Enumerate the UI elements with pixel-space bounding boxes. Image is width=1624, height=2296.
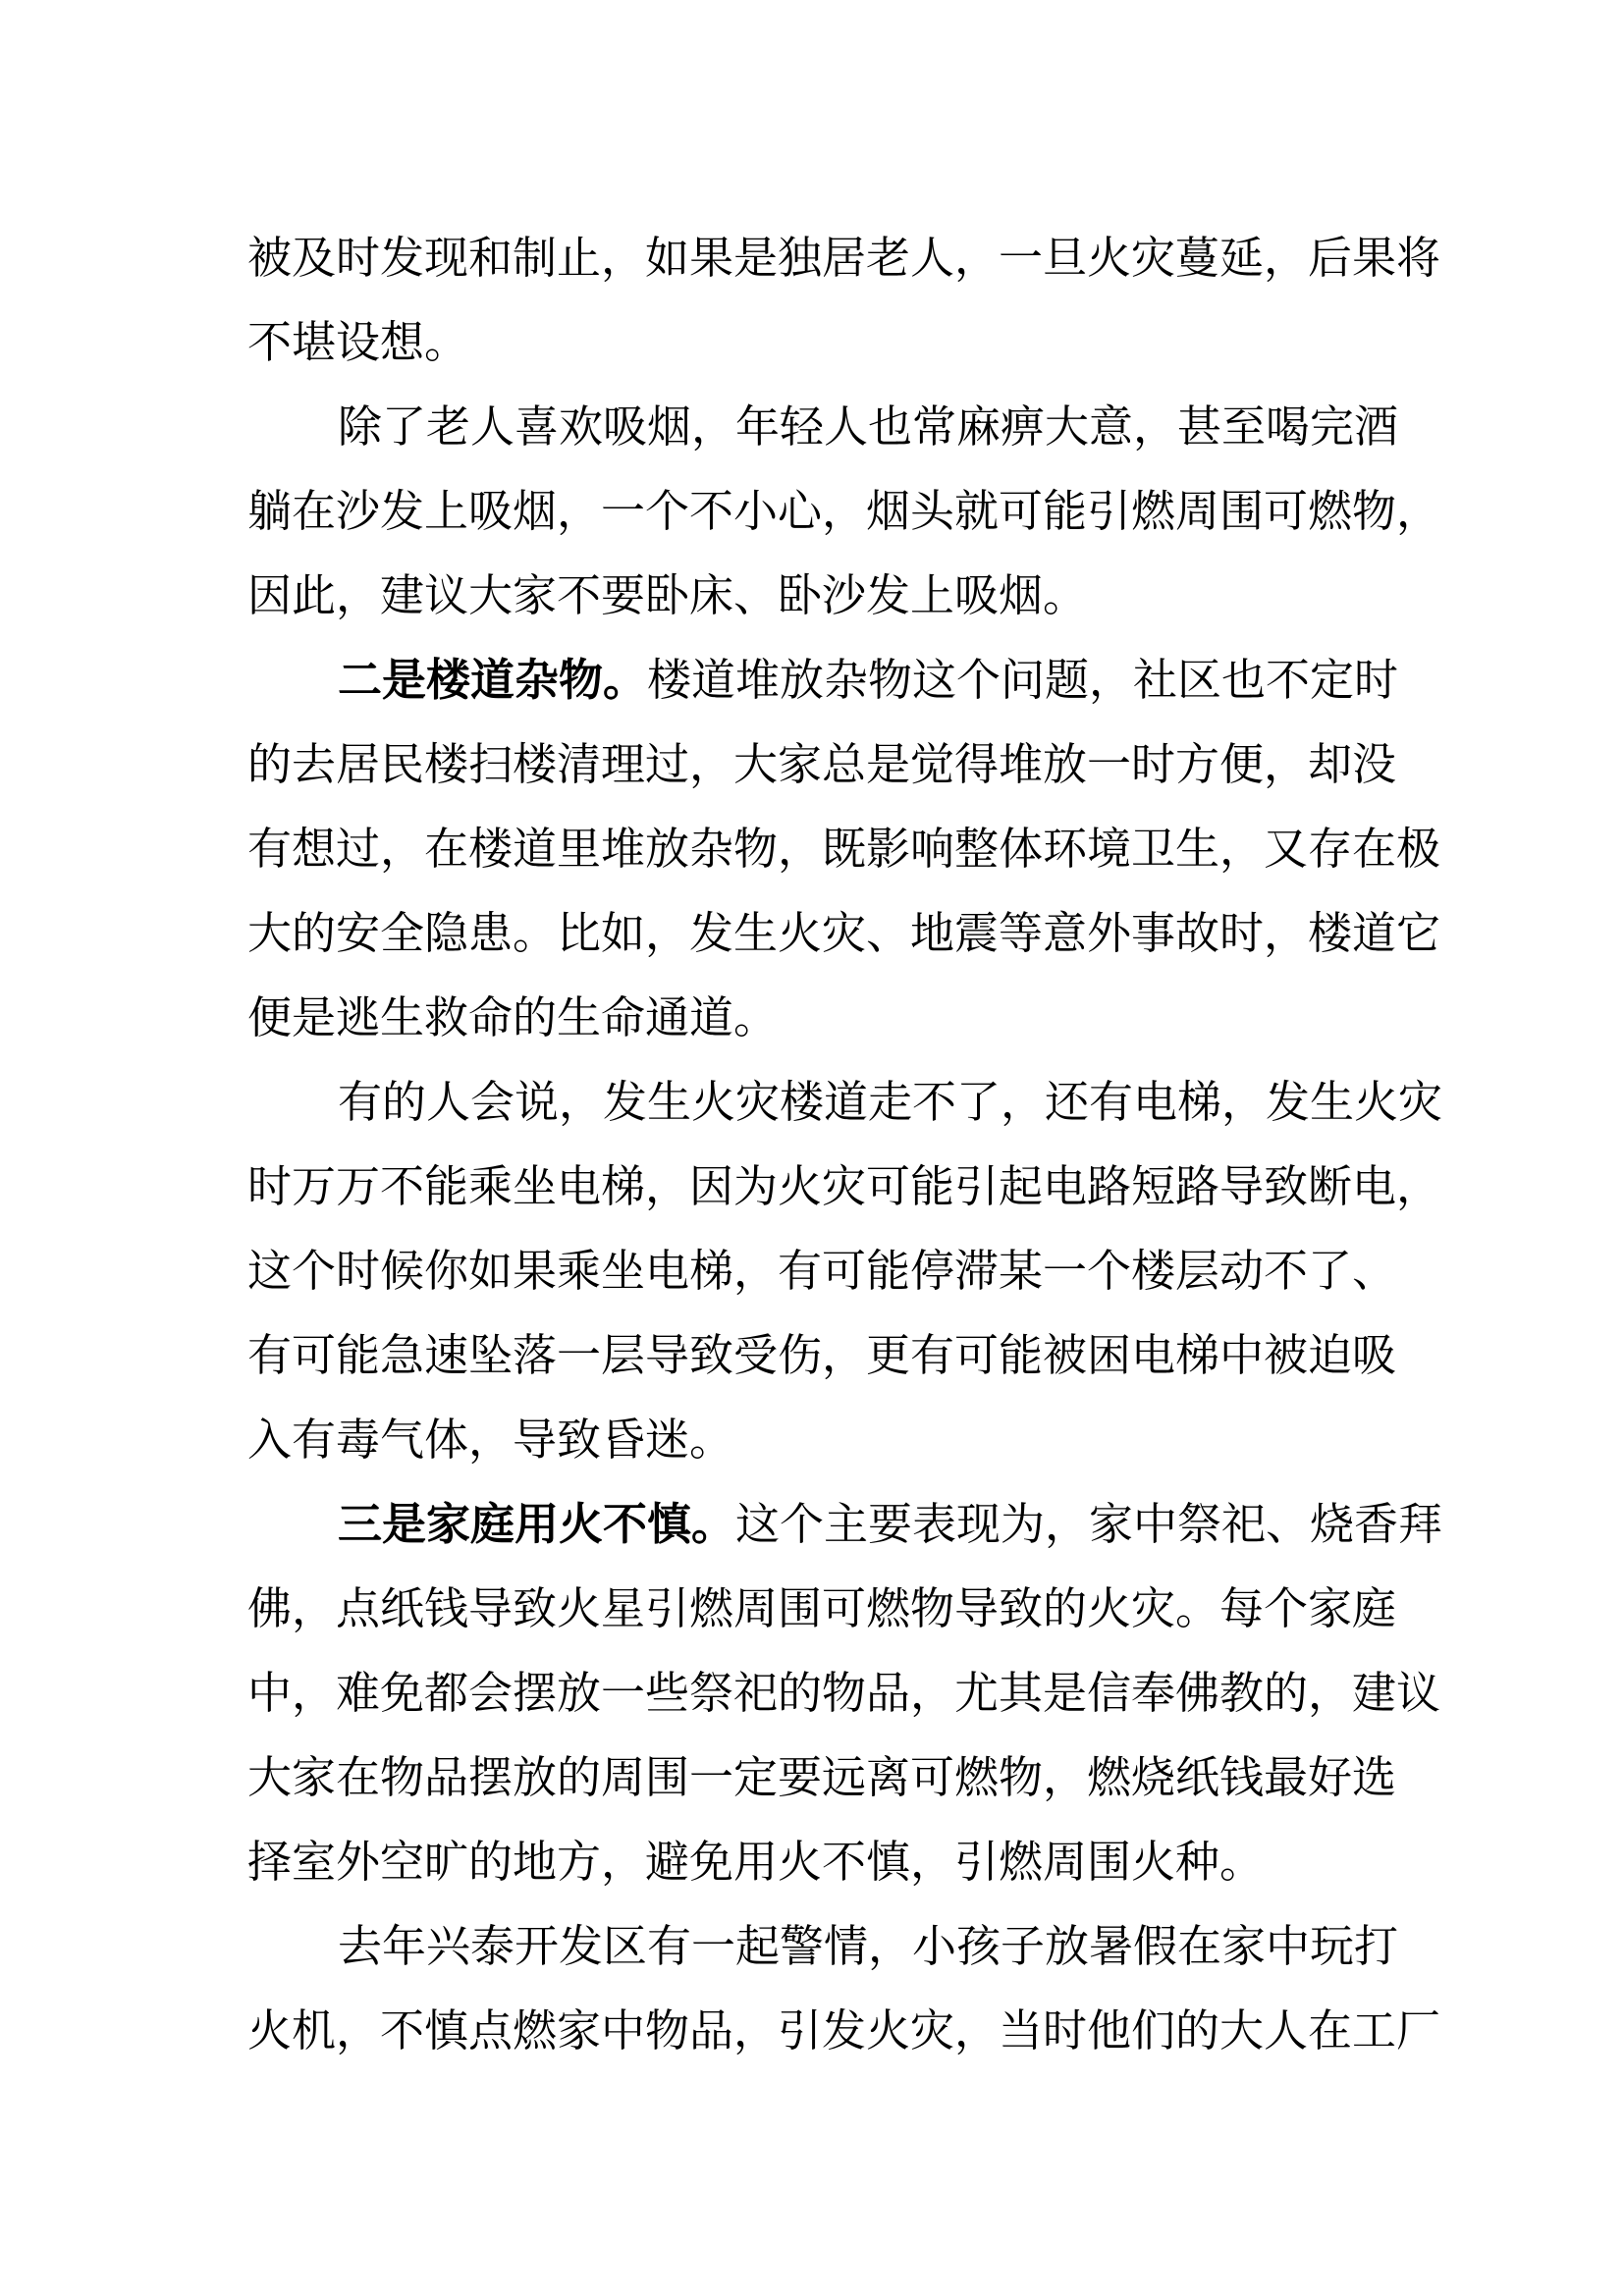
text-line: [247, 1735, 1397, 1820]
document-page: [247, 216, 1443, 2073]
line-text: 被及时发现和制止，如果是独居老人，一旦火灾蔓延，后果将: [247, 232, 1441, 284]
text-line: [247, 722, 1397, 807]
line-text: 大家在物品摆放的周围一定要远离可燃物，燃烧纸钱最好选: [247, 1751, 1397, 1803]
text-line: [247, 638, 1399, 722]
text-line: [247, 554, 1388, 638]
text-line: [247, 1989, 1441, 2073]
text-line: [247, 1482, 1443, 1567]
line-text: 佛，点纸钱导致火星引燃周围可燃物导致的火灾。每个家庭: [247, 1582, 1397, 1634]
line-text: 有想过，在楼道里堆放杂物，既影响整体环境卫生，又存在极: [247, 823, 1441, 875]
line-text: 入有毒气体，导致昏迷。: [247, 1414, 734, 1466]
text-line: [247, 1060, 1443, 1145]
line-text: 火机，不慎点燃家中物品，引发火灾，当时他们的大人在工厂: [247, 2004, 1441, 2056]
text-line: [247, 1313, 1397, 1398]
text-line: [247, 300, 1388, 385]
text-line: [247, 1229, 1397, 1313]
line-text: 不堪设想。: [247, 316, 469, 368]
text-line: [247, 976, 1388, 1060]
line-text: 有的人会说，发生火灾楼道走不了，还有电梯，发生火灾: [338, 1076, 1443, 1128]
section-heading: 二是楼道杂物。: [338, 654, 648, 706]
line-text: 除了老人喜欢吸烟，年轻人也常麻痹大意，甚至喝完酒: [338, 400, 1399, 453]
text-line: [247, 1145, 1441, 1229]
line-text: 中，难免都会摆放一些祭祀的物品，尤其是信奉佛教的，建议: [247, 1667, 1441, 1719]
text-line: [247, 216, 1441, 300]
line-text: 因此，建议大家不要卧床、卧沙发上吸烟。: [247, 569, 1088, 621]
text-line: [247, 1904, 1399, 1989]
text-line: [247, 807, 1441, 891]
line-text: 便是逃生救命的生命通道。: [247, 991, 779, 1043]
text-line: [247, 1651, 1441, 1735]
line-text: 这个时候你如果乘坐电梯，有可能停滞某一个楼层动不了、: [247, 1245, 1397, 1297]
line-text: 躺在沙发上吸烟，一个不小心，烟头就可能引燃周围可燃物，: [247, 485, 1441, 537]
line-text: 时万万不能乘坐电梯，因为火灾可能引起电路短路导致断电，: [247, 1160, 1441, 1212]
text-line: [247, 1567, 1397, 1651]
text-line: [247, 469, 1441, 554]
text-line: [247, 385, 1399, 469]
text-line: [247, 1398, 1388, 1482]
text-line: [247, 891, 1441, 976]
line-text: 去年兴泰开发区有一起警情，小孩子放暑假在家中玩打: [338, 1920, 1399, 1972]
line-text: 有可能急速坠落一层导致受伤，更有可能被困电梯中被迫吸: [247, 1329, 1397, 1381]
line-text: 的去居民楼扫楼清理过，大家总是觉得堆放一时方便，却没: [247, 738, 1397, 790]
line-text: 大的安全隐患。比如，发生火灾、地震等意外事故时，楼道它: [247, 907, 1441, 959]
text-line: [247, 1820, 1388, 1904]
line-text: 择室外空旷的地方，避免用火不慎，引燃周围火种。: [247, 1836, 1265, 1888]
line-text: 楼道堆放杂物这个问题，社区也不定时: [647, 654, 1399, 706]
line-text: 这个主要表现为，家中祭祀、烧香拜: [735, 1498, 1443, 1550]
section-heading: 三是家庭用火不慎。: [338, 1498, 736, 1550]
